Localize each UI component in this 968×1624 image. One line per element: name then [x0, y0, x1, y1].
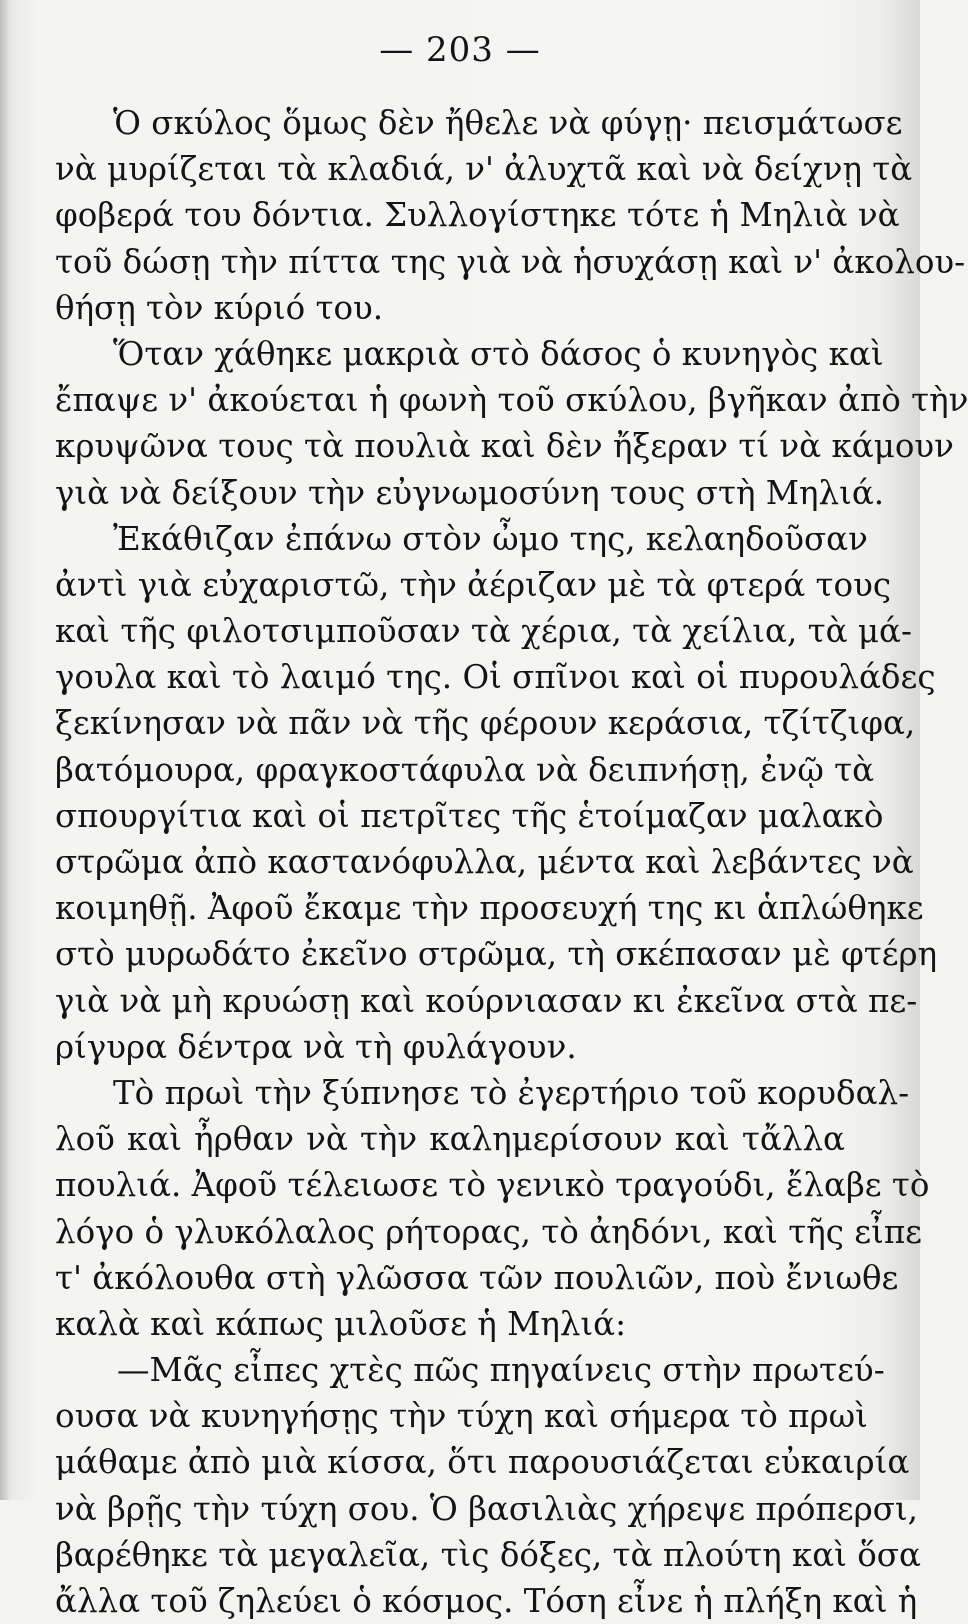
page-number: — 203 —	[379, 30, 541, 70]
text-line: Ἐκάθιζαν ἐπάνω στὸν ὦμο της, κελαηδοῦσαν	[113, 519, 868, 558]
text-line: ξεκίνησαν νὰ πᾶν νὰ τῆς φέρουν κεράσια, τζίτζιφα,	[55, 704, 916, 743]
text-line: ἄλλα τοῦ ζηλεύει ὁ κόσμος. Τόση εἶνε ἡ πλήξη καὶ ἡ	[55, 1582, 918, 1620]
text-line: καὶ τῆς φιλοτσιμποῦσαν τὰ χέρια, τὰ χείλια, τὰ μά-	[55, 612, 912, 651]
text-line: ἔπαψε ν' ἀκούεται ἡ φωνὴ τοῦ σκύλου, βγῆκαν ἀπὸ τὴν	[55, 381, 968, 420]
text-line: Τὸ πρωὶ τὴν ξύπνησε τὸ ἐγερτήριο τοῦ κορυδαλ-	[113, 1073, 910, 1112]
text-line: θήσῃ τὸν κύριό του.	[55, 288, 384, 327]
text-line: ρίγυρα δέντρα νὰ τὴ φυλάγουν.	[55, 1027, 577, 1066]
body-text	[55, 100, 968, 1624]
text-line: πουλιά. Ἀφοῦ τέλειωσε τὸ γενικὸ τραγούδι, ἔλαβε τὸ	[55, 1166, 930, 1205]
text-line: —Μᾶς εἶπες χτὲς πῶς πηγαίνεις στὴν πρωτεύ-	[117, 1351, 885, 1390]
text-line: τ' ἀκόλουθα στὴ γλῶσσα τῶν πουλιῶν, ποὺ ἔνιωθε	[55, 1258, 899, 1297]
text-line: ἀντὶ γιὰ εὐχαριστῶ, τὴν ἀέριζαν μὲ τὰ φτερά τους	[55, 565, 892, 604]
text-line: Ὅταν χάθηκε μακριὰ στὸ δάσος ὁ κυνηγὸς καὶ	[113, 334, 884, 373]
text-line: γιὰ νὰ δείξουν τὴν εὐγνωμοσύνη τους στὴ Μηλιά.	[55, 473, 885, 512]
text-line: σπουργίτια καὶ οἱ πετρῖτες τῆς ἑτοίμαζαν μαλακὸ	[55, 796, 884, 835]
text-line: λοῦ καὶ ἦρθαν νὰ τὴν καλημερίσουν καὶ τἄλλα	[55, 1120, 845, 1159]
text-line: καλὰ καὶ κάπως μιλοῦσε ἡ Μηλιά:	[55, 1304, 627, 1343]
binding-edge-shadow	[0, 0, 10, 1500]
text-line: ουσα νὰ κυνηγήσῃς τὴν τύχη καὶ σήμερα τὸ πρωὶ	[55, 1397, 868, 1436]
text-line: βατόμουρα, φραγκοστάφυλα νὰ δειπνήσῃ, ἐνῷ τὰ	[55, 750, 875, 789]
text-line: νὰ βρῇς τὴν τύχη σου. Ὁ βασιλιὰς χήρεψε πρόπερσι,	[55, 1489, 918, 1528]
text-line: στρῶμα ἀπὸ καστανόφυλλα, μέντα καὶ λεβάντες νὰ	[55, 843, 914, 881]
text-line: στὸ μυρωδάτο ἐκεῖνο στρῶμα, τὴ σκέπασαν μὲ φτέρη	[55, 935, 938, 974]
text-line: φοβερά του δόντια. Συλλογίστηκε τότε ἡ Μηλιὰ νὰ	[55, 196, 900, 235]
text-line: γουλα καὶ τὸ λαιμό της. Οἱ σπῖνοι καὶ οἱ πυρουλάδες	[55, 658, 936, 697]
text-line: γιὰ νὰ μὴ κρυώσῃ καὶ κούρνιασαν κι ἐκεῖνα στὰ πε-	[55, 981, 918, 1020]
text-line: βαρέθηκε τὰ μεγαλεῖα, τὶς δόξες, τὰ πλούτη καὶ ὅσα	[55, 1535, 921, 1574]
text-line: λόγο ὁ γλυκόλαλος ρήτορας, τὸ ἀηδόνι, καὶ τῆς εἶπε	[55, 1212, 923, 1251]
text-line: κρυψῶνα τους τὰ πουλιὰ καὶ δὲν ἤξεραν τί νὰ κάμουν	[55, 427, 954, 466]
text-line: νὰ μυρίζεται τὰ κλαδιά, ν' ἀλυχτᾶ καὶ νὰ δείχνῃ τὰ	[55, 150, 913, 189]
text-line: κοιμηθῇ. Ἀφοῦ ἔκαμε τὴν προσευχή της κι ἁπλώθηκε	[55, 889, 924, 928]
text-line: μάθαμε ἀπὸ μιὰ κίσσα, ὅτι παρουσιάζεται εὐκαιρία	[55, 1443, 910, 1482]
text-line: τοῦ δώσῃ τὴν πίττα της γιὰ νὰ ἡσυχάσῃ καὶ ν' ἀκολου-	[55, 242, 966, 281]
text-line: Ὁ σκύλος ὅμως δὲν ἤθελε νὰ φύγῃ· πεισμάτωσε	[113, 104, 903, 142]
